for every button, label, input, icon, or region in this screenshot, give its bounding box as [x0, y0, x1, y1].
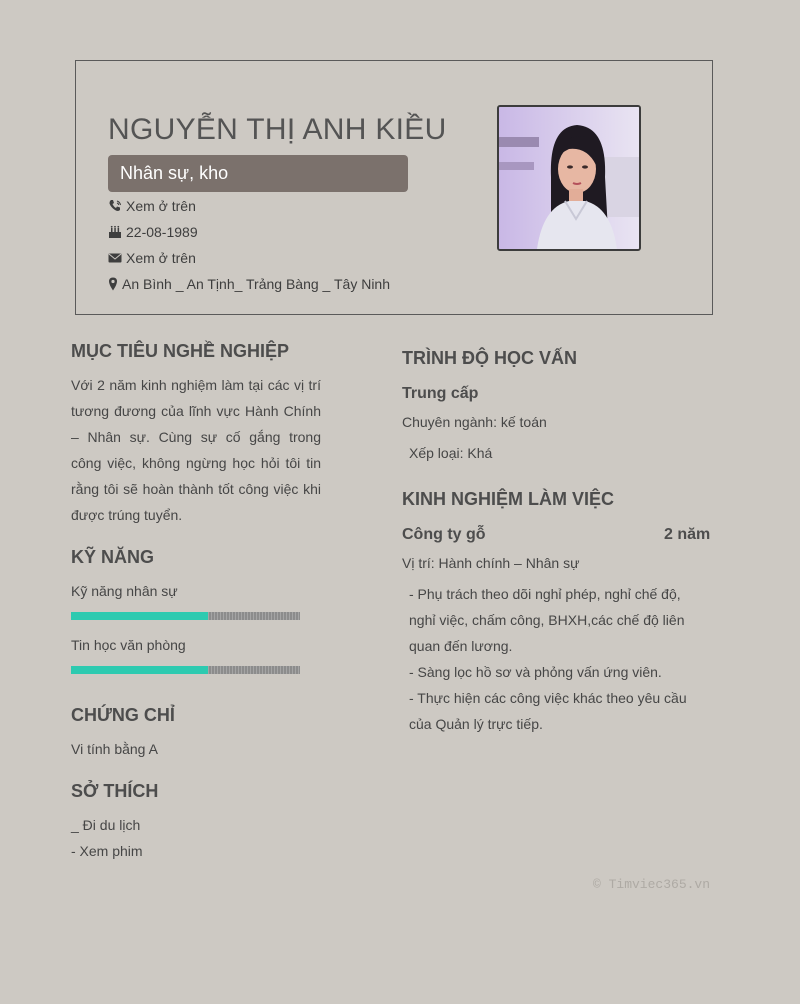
certificate-item: Vi tính bằng A: [71, 741, 158, 757]
skill-bar: [71, 666, 300, 674]
duty-item: - Thực hiện các công việc khác theo yêu cầu của Quản lý trực tiếp.: [409, 690, 687, 732]
education-major: Chuyên ngành: kế toán: [402, 414, 547, 430]
education-level: Trung cấp: [402, 385, 479, 402]
profile-photo: [497, 105, 641, 251]
experience-position: Vị trí: Hành chính – Nhân sự: [402, 555, 580, 571]
experience-duties: [409, 581, 694, 737]
education-title: TRÌNH ĐỘ HỌC VẤN: [402, 348, 577, 368]
candidate-name: NGUYỄN THỊ ANH KIỀU: [108, 113, 447, 146]
contact-phone: [108, 198, 196, 214]
envelope-icon: [108, 251, 122, 265]
skill-bar-fill: [71, 666, 208, 674]
duty-item: - Phụ trách theo dõi nghỉ phép, nghỉ chế độ, nghỉ việc, chấm công, BHXH,các chế độ liên quan đến lương.: [409, 586, 685, 654]
objective-title: MỤC TIÊU NGHỀ NGHIỆP: [71, 341, 290, 361]
skill-name: Kỹ năng nhân sự: [71, 583, 178, 599]
contact-address: [108, 276, 390, 292]
watermark: © Timviec365.vn: [593, 877, 711, 892]
objective-text: Với 2 năm kinh nghiệm làm tại các vị trí tương đương của lĩnh vực Hành Chính – Nhân sự. Cùng sự cố gắng trong công việc, không ngừng học hỏi tôi tin rằng tôi sẽ hoàn thành tốt công việc khi được trúng tuyển.: [71, 377, 321, 523]
skill-bar: [71, 612, 300, 620]
cake-icon: [108, 225, 122, 239]
map-pin-icon: [108, 277, 118, 291]
experience-duration: 2 năm: [664, 526, 711, 543]
skill-name: Tin học văn phòng: [71, 637, 186, 653]
job-title: Nhân sự, kho: [108, 155, 408, 192]
contact-email-text: Xem ở trên: [126, 250, 196, 266]
profile-header: [75, 60, 713, 315]
contact-birthday: [108, 224, 198, 240]
duty-item: - Sàng lọc hồ sơ và phỏng vấn ứng viên.: [409, 664, 662, 680]
skill-bar-fill: [71, 612, 208, 620]
hobby-item: _ Đi du lịch: [71, 817, 141, 833]
experience-company: Công ty gỗ: [402, 526, 486, 543]
hobbies-title: SỞ THÍCH: [71, 781, 159, 801]
education-grade: Xếp loại: Khá: [409, 445, 493, 461]
experience-title: KINH NGHIỆM LÀM VIỆC: [402, 489, 615, 509]
phone-icon: [108, 199, 122, 213]
hobby-item: - Xem phim: [71, 843, 143, 859]
contact-phone-text: Xem ở trên: [126, 198, 196, 214]
certificates-title: CHỨNG CHỈ: [71, 705, 175, 725]
contact-email: [108, 250, 196, 266]
contact-birthday-text: 22-08-1989: [126, 224, 198, 240]
skills-title: KỸ NĂNG: [71, 547, 155, 567]
contact-address-text: An Bình _ An Tịnh_ Trảng Bàng _ Tây Ninh: [122, 276, 390, 292]
